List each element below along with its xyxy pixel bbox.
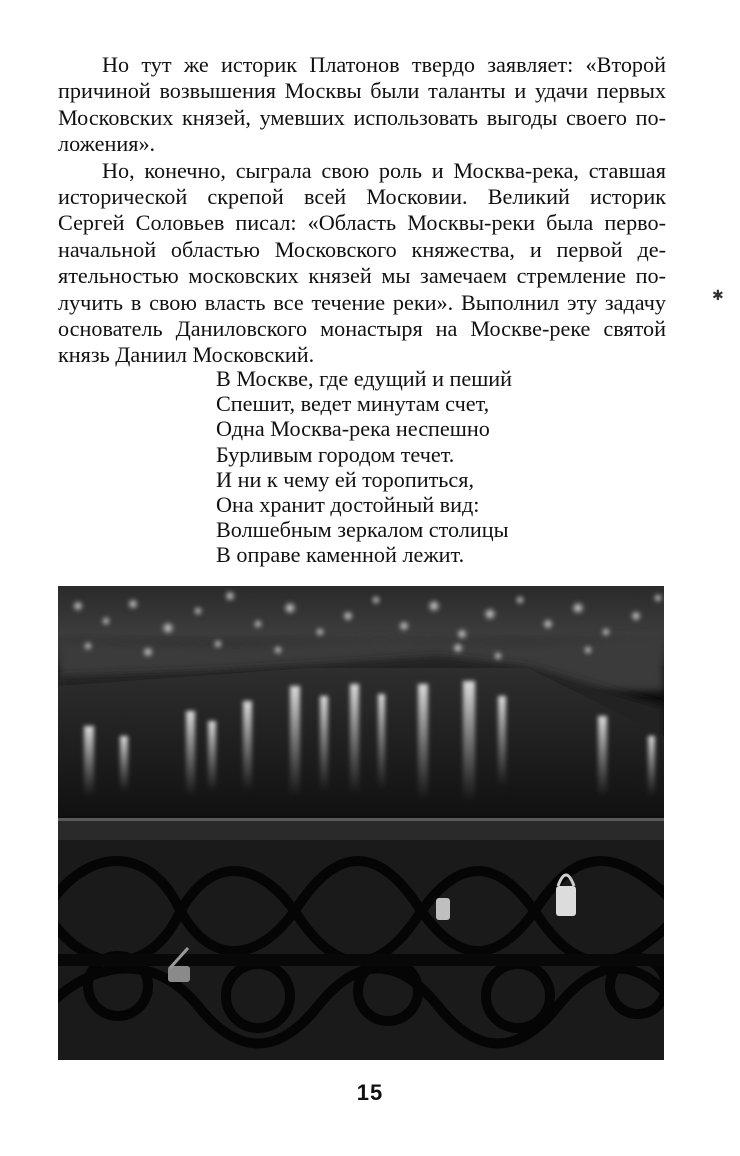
prose-text xyxy=(58,52,666,369)
poem-line: Она хранит достойный вид: xyxy=(216,492,480,518)
page-number: 15 xyxy=(356,1080,384,1105)
paragraph-1-line: причиной возвышения Москвы были таланты и удачи первых xyxy=(58,78,666,104)
paragraph-2-line: ятельностью московских князей мы замечаем стремление по- xyxy=(58,263,666,289)
paragraph-2-line: Но, конечно, сыграла свою роль и Москва-река, ставшая xyxy=(102,157,666,183)
poem-line: В Москве, где едущий и пеший xyxy=(216,366,513,391)
margin-mark: ✱ xyxy=(712,288,724,304)
paragraph-2-line: Сергей Соловьев писал: «Область Москвы-реки была перво- xyxy=(58,210,666,236)
paragraph-2 xyxy=(58,158,666,369)
poem-line: Волшебным зеркалом столицы xyxy=(216,517,509,543)
paragraph-2-line: князь Даниил Московский. xyxy=(58,342,315,368)
photo-illustration xyxy=(58,586,664,1060)
paragraph-1-line: Московских князей, умевших использовать выгоды своего по- xyxy=(58,104,666,130)
river-night-photo xyxy=(58,586,664,1060)
railing-top-bar xyxy=(58,818,664,840)
paragraph-2-line: лучить в свою власть все течение реки». Выполнил эту задачу xyxy=(58,289,666,315)
poem xyxy=(216,366,512,568)
poem-line: В оправе каменной лежит. xyxy=(216,542,465,568)
paragraph-2-line: основатель Даниловского монастыря на Москве-реке святой xyxy=(58,316,666,342)
paragraph-1-line: ложения». xyxy=(58,131,156,157)
poem-line: Бурливым городом течет. xyxy=(216,441,455,467)
paragraph-2-line: исторической скрепой всей Московии. Великий историк xyxy=(58,184,666,210)
paragraph-2-line: начальной областью Московского княжества, и первой де- xyxy=(58,236,666,262)
paragraph-1 xyxy=(58,52,666,158)
poem-line: Одна Москва-река неспешно xyxy=(216,416,490,442)
poem-line: И ни к чему ей торопиться, xyxy=(216,466,474,492)
paragraph-1-line: Но тут же историк Платонов твердо заявляет: «Второй xyxy=(102,52,666,77)
poem-line: Спешит, ведет минутам счет, xyxy=(216,391,490,417)
